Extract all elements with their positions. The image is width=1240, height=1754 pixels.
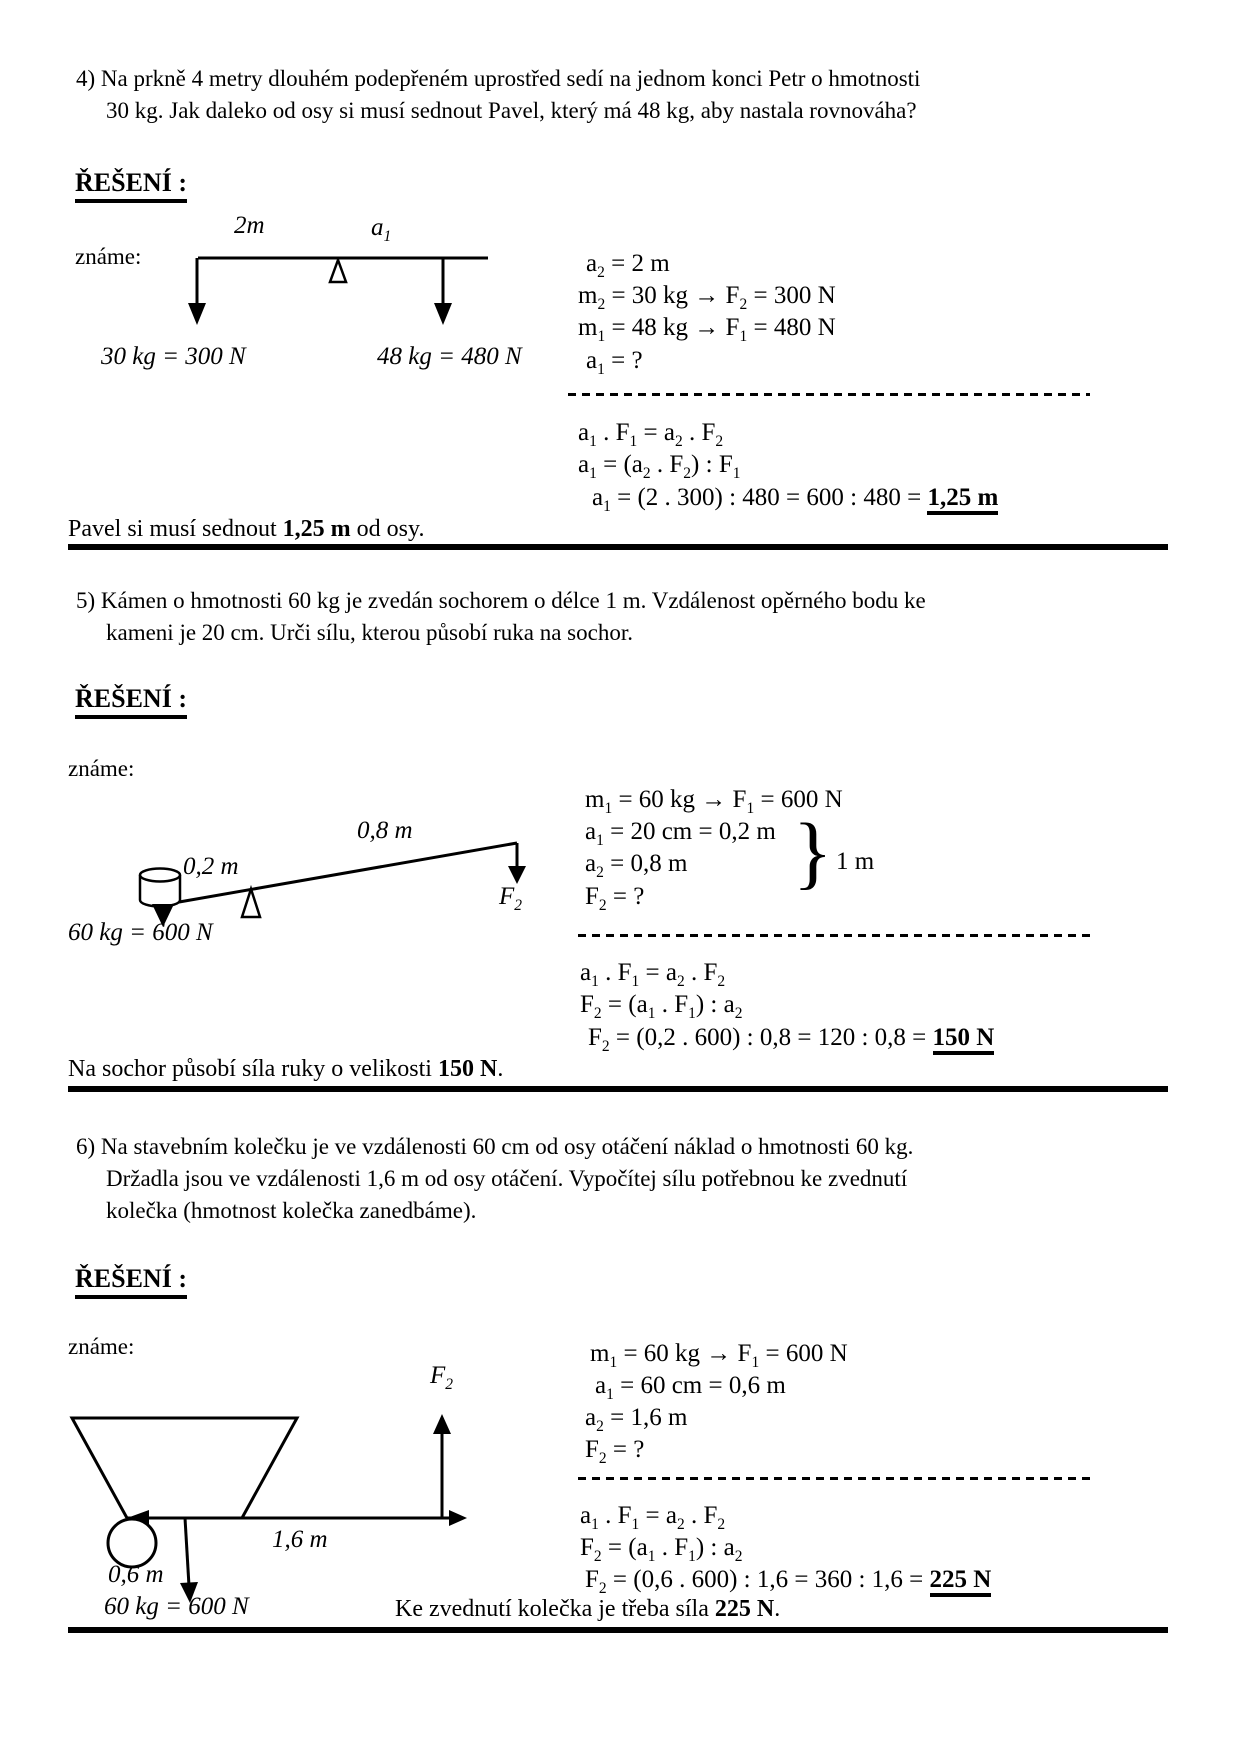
p6-result-line [585, 1566, 992, 1597]
p5-force-label: $F_2$ [499, 883, 523, 914]
p4-conclusion [68, 516, 424, 543]
p6-solution-heading: ŘEŠENÍ : [75, 1264, 187, 1299]
p6-force-label: $F_2$ [430, 1362, 454, 1393]
p4-dashed-separator [568, 393, 1090, 396]
p6-dashed-separator [578, 1477, 1090, 1480]
fulcrum-triangle-icon [330, 260, 346, 282]
weight-arrow [185, 1518, 189, 1586]
p6-equation-line: $a_1$ . $F_1 = a_2$ . $F_2$ [580, 1502, 726, 1533]
p4-right-force-label: 48 kg = 480 N [377, 343, 522, 370]
wheelbarrow-bucket [72, 1418, 297, 1518]
p6-weight-label: 60 kg = 600 N [104, 1593, 249, 1620]
p4-question-line2: 30 kg. Jak daleko od osy si musí sednout Pavel, který má 48 kg, aby nastala rovnováha? [106, 98, 917, 123]
p6-long-arm-label: 1,6 m [272, 1526, 328, 1553]
p4-conclusion-bold: 1,25 m [282, 516, 351, 542]
p6-result-value: 225 N [930, 1566, 992, 1597]
p5-long-arm-label: 0,8 m [357, 817, 413, 844]
p5-zname-label: známe: [68, 756, 135, 781]
p4-solution-heading: ŘEŠENÍ : [75, 168, 187, 203]
p4-question-line1: 4) Na prkně 4 metry dlouhém podepřeném uprostřed sedí na jednom konci Petr o hmotnosti [76, 66, 921, 91]
p5-brace-icon: } [793, 806, 833, 897]
p5-short-arm-label: 0,2 m [183, 853, 239, 880]
p5-given-line: $F_2$ = ? [585, 883, 645, 914]
p4-given-line: $a_1$ = ? [586, 347, 643, 378]
down-arrow-left-icon [188, 303, 206, 325]
p5-question-line1: 5) Kámen o hmotnosti 60 kg je zvedán sochorem o délce 1 m. Vzdálenost opěrného bodu ke [76, 588, 926, 613]
p6-given-line: $a_1 = 60$ cm = 0,6 m [595, 1372, 786, 1403]
p6-conclusion-suffix: . [774, 1596, 781, 1622]
section-divider-rule [68, 1086, 1168, 1092]
p5-dashed-separator [578, 934, 1090, 937]
p4-equation-line: $a_1 = (a_2$ . $F_2$) : $F_1$ [578, 451, 741, 482]
p6-question-line3: kolečka (hmotnost kolečka zanedbáme). [106, 1198, 477, 1223]
p6-question-line2: Držadla jsou ve vzdálenosti 1,6 m od osy otáčení. Vypočítej sílu potřebnou ke zvednutí [106, 1166, 908, 1191]
p4-conclusion-prefix: Pavel si musí sednout [68, 516, 283, 542]
p5-weight-label: 60 kg = 600 N [68, 919, 213, 946]
p6-conclusion-bold: 225 N [714, 1596, 775, 1622]
down-arrow-right-icon [434, 303, 452, 325]
p4-given-line: $a_2 = 2$ m [586, 250, 670, 281]
p5-equation-line: $a_1$ . $F_1 = a_2$ . $F_2$ [580, 959, 726, 990]
p4-given-line: $m_1 = 48$ kg → $F_1 = 480$ N [578, 314, 836, 345]
p5-result-value: 150 N [933, 1024, 995, 1055]
p4-lever-diagram [150, 185, 560, 340]
fulcrum-triangle-icon [242, 889, 260, 917]
up-arrow-force-icon [433, 1414, 451, 1434]
p4-zname-label: známe: [75, 244, 142, 269]
wheel-icon [108, 1519, 156, 1567]
p6-given-line: $F_2$ = ? [585, 1436, 645, 1467]
p6-given-line: $m_1 = 60$ kg → $F_1 = 600$ N [590, 1340, 848, 1371]
p5-solution-heading: ŘEŠENÍ : [75, 684, 187, 719]
p5-conclusion-suffix: . [497, 1056, 504, 1082]
p4-result-line [592, 484, 999, 515]
section-divider-rule [68, 1627, 1168, 1633]
p5-equation-line: $F_2 = (a_1$ . $F_1$) : $a_2$ [580, 991, 743, 1022]
p4-result-value: 1,25 m [927, 484, 998, 515]
p4-given-line: $m_2 = 30$ kg → $F_2 = 300$ N [578, 282, 836, 313]
p5-given-line: $a_2 = 0,8$ m [585, 850, 688, 881]
down-arrow-force-icon [508, 866, 526, 884]
p4-right-arm-label: $a_1$ [371, 214, 392, 245]
p5-given-line: $a_1 = 20$ cm = 0,2 m [585, 818, 776, 849]
stone-cylinder-top [140, 869, 180, 882]
p6-short-arm-label: 0,6 m [108, 1561, 164, 1588]
p5-given-line: $m_1 = 60$ kg → $F_1 = 600$ N [585, 786, 843, 817]
p5-question-line2: kameni je 20 cm. Urči sílu, kterou působí ruka na sochor. [106, 620, 633, 645]
p6-zname-label: známe: [68, 1334, 135, 1359]
p5-lever-diagram [100, 820, 540, 970]
p6-question-line1: 6) Na stavebním kolečku je ve vzdálenosti 60 cm od osy otáčení náklad o hmotnosti 60 kg. [76, 1134, 914, 1159]
right-arrow-icon [449, 1510, 467, 1526]
p4-left-force-label: 30 kg = 300 N [101, 343, 246, 370]
section-divider-rule [68, 544, 1168, 550]
p5-conclusion-prefix: Na sochor působí síla ruky o velikosti [68, 1056, 438, 1082]
p5-brace-note: 1 m [836, 848, 875, 875]
p5-conclusion-bold: 150 N [437, 1056, 498, 1082]
p4-left-arm-label: 2m [234, 212, 265, 239]
p6-result-prefix: $F_2 = (0,6$ . 600) : 1,6 = 360 : 1,6 = [585, 1566, 930, 1597]
p4-result-prefix: $a_1 = (2$ . 300) : 480 = 600 : 480 = [592, 484, 928, 515]
p6-equation-line: $F_2 = (a_1$ . $F_1$) : $a_2$ [580, 1534, 743, 1565]
p6-conclusion-prefix: Ke zvednutí kolečka je třeba síla [395, 1596, 715, 1622]
p5-result-prefix: $F_2 = (0,2$ . 600) : 0,8 = 120 : 0,8 = [588, 1024, 933, 1055]
p4-conclusion-suffix: od osy. [350, 516, 425, 542]
p6-given-line: $a_2 = 1,6$ m [585, 1404, 688, 1435]
p4-equation-line: $a_1$ . $F_1 = a_2$ . $F_2$ [578, 419, 724, 450]
p6-conclusion [395, 1596, 780, 1623]
p5-conclusion [68, 1056, 503, 1083]
p5-result-line [588, 1024, 995, 1055]
